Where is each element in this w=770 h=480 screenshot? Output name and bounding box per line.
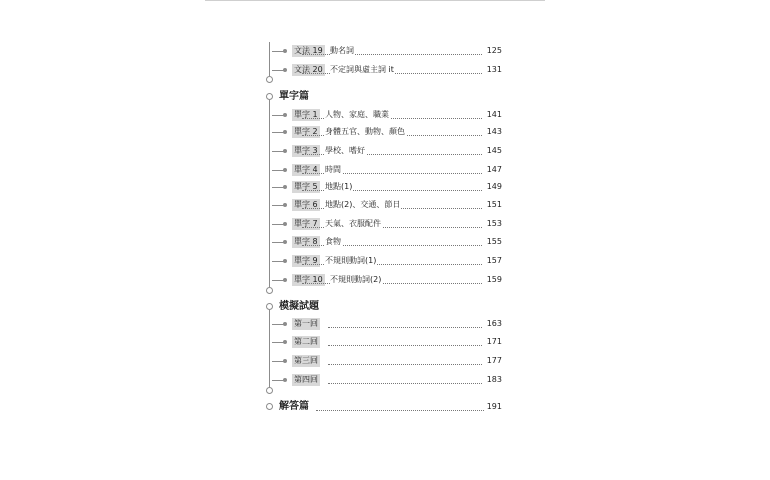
toc-tag: 第一回	[294, 319, 318, 328]
dot-leader	[316, 410, 484, 411]
grammar-branch-line	[269, 42, 270, 76]
branch-dot	[283, 130, 287, 134]
toc-row-grammar-19[interactable]	[272, 45, 502, 57]
toc-page-number: 155	[486, 237, 502, 246]
toc-title: 食物	[325, 237, 341, 246]
toc-page-number: 125	[486, 46, 502, 55]
branch-dot	[283, 378, 287, 382]
toc-row-vocab-9[interactable]	[272, 255, 502, 267]
toc-title: 動名詞	[330, 46, 354, 55]
toc-title: 人物、家庭、職業	[325, 110, 389, 119]
branch-dot	[283, 203, 287, 207]
toc-page-number: 141	[486, 110, 502, 119]
toc-page-number: 163	[486, 319, 502, 328]
branch-dot	[283, 168, 287, 172]
branch-dot	[283, 113, 287, 117]
toc-page-number: 149	[486, 182, 502, 191]
branch-end-circle	[266, 287, 273, 294]
toc-title: 學校、嗜好	[325, 146, 365, 155]
toc-page-number: 171	[486, 337, 502, 346]
toc-row-exam-3[interactable]	[272, 355, 502, 367]
section-title: 模擬試題	[279, 301, 319, 312]
toc-row-vocab-1[interactable]	[272, 109, 502, 121]
toc-row-vocab-2[interactable]	[272, 126, 502, 138]
toc-tag: 單字 8	[294, 237, 318, 246]
vocab-branch-line	[269, 100, 270, 287]
toc-tag: 單字 10	[294, 275, 323, 284]
toc-page-number: 153	[486, 219, 502, 228]
dot-leader	[328, 345, 482, 346]
branch-end-circle	[266, 387, 273, 394]
toc-tag: 文法 19	[294, 46, 323, 55]
dot-leader	[328, 327, 482, 328]
section-title: 單字篇	[279, 91, 309, 102]
toc-page-number: 147	[486, 165, 502, 174]
toc-tag: 單字 7	[294, 219, 318, 228]
toc-title: 不規則動詞(1)	[325, 256, 377, 265]
section-answers[interactable]	[266, 400, 502, 414]
branch-dot	[283, 278, 287, 282]
section-circle-icon	[266, 93, 273, 100]
toc-title: 身體五官、動物、顏色	[325, 127, 405, 136]
toc-row-exam-4[interactable]	[272, 374, 502, 386]
exam-branch-line	[269, 310, 270, 388]
toc-page-number: 183	[486, 375, 502, 384]
toc-tag: 單字 6	[294, 200, 318, 209]
toc-title: 不規則動詞(2)	[330, 275, 382, 284]
dot-leader	[302, 54, 482, 55]
toc-row-vocab-3[interactable]	[272, 145, 502, 157]
toc-tag: 第二回	[294, 337, 318, 346]
toc-row-vocab-4[interactable]	[272, 164, 502, 176]
section-circle-icon	[266, 303, 273, 310]
toc-tag: 單字 2	[294, 127, 318, 136]
section-circle-icon	[266, 403, 273, 410]
toc-row-grammar-20[interactable]	[272, 64, 502, 76]
toc-row-vocab-5[interactable]	[272, 181, 502, 193]
toc-title: 地點(2)、交通、節日	[325, 200, 401, 209]
toc-tag: 文法 20	[294, 65, 323, 74]
toc-page-number: 159	[486, 275, 502, 284]
toc-title: 不定詞與虛主詞 it	[330, 65, 394, 74]
toc-title: 地點(1)	[325, 182, 353, 191]
toc-tag: 單字 3	[294, 146, 318, 155]
toc-tag: 第三回	[294, 356, 318, 365]
toc-row-vocab-10[interactable]	[272, 274, 502, 286]
toc-page-number: 151	[486, 200, 502, 209]
toc-title: 時間	[325, 165, 341, 174]
toc-page-number: 145	[486, 146, 502, 155]
toc-row-vocab-6[interactable]	[272, 199, 502, 211]
toc-page-number: 131	[486, 65, 502, 74]
toc-page-number: 177	[486, 356, 502, 365]
toc-row-exam-1[interactable]	[272, 318, 502, 330]
dot-leader	[328, 364, 482, 365]
branch-dot	[283, 149, 287, 153]
branch-dot	[283, 259, 287, 263]
toc-tag: 單字 5	[294, 182, 318, 191]
toc-page-number: 191	[486, 402, 502, 411]
toc-page-number: 143	[486, 127, 502, 136]
toc-tag: 單字 9	[294, 256, 318, 265]
toc-tag: 單字 4	[294, 165, 318, 174]
branch-dot	[283, 49, 287, 53]
dot-leader	[328, 383, 482, 384]
toc-page-number: 157	[486, 256, 502, 265]
branch-dot	[283, 240, 287, 244]
section-title: 解答篇	[279, 401, 309, 412]
branch-end-circle	[266, 76, 273, 83]
dot-leader	[302, 283, 482, 284]
branch-dot	[283, 185, 287, 189]
branch-dot	[283, 340, 287, 344]
toc-tag: 單字 1	[294, 110, 318, 119]
branch-dot	[283, 359, 287, 363]
toc-title: 天氣、衣服配件	[325, 219, 381, 228]
branch-dot	[283, 322, 287, 326]
toc-tag: 第四回	[294, 375, 318, 384]
toc-row-vocab-8[interactable]	[272, 236, 502, 248]
toc-row-vocab-7[interactable]	[272, 218, 502, 230]
branch-dot	[283, 222, 287, 226]
toc-row-exam-2[interactable]	[272, 336, 502, 348]
branch-dot	[283, 68, 287, 72]
